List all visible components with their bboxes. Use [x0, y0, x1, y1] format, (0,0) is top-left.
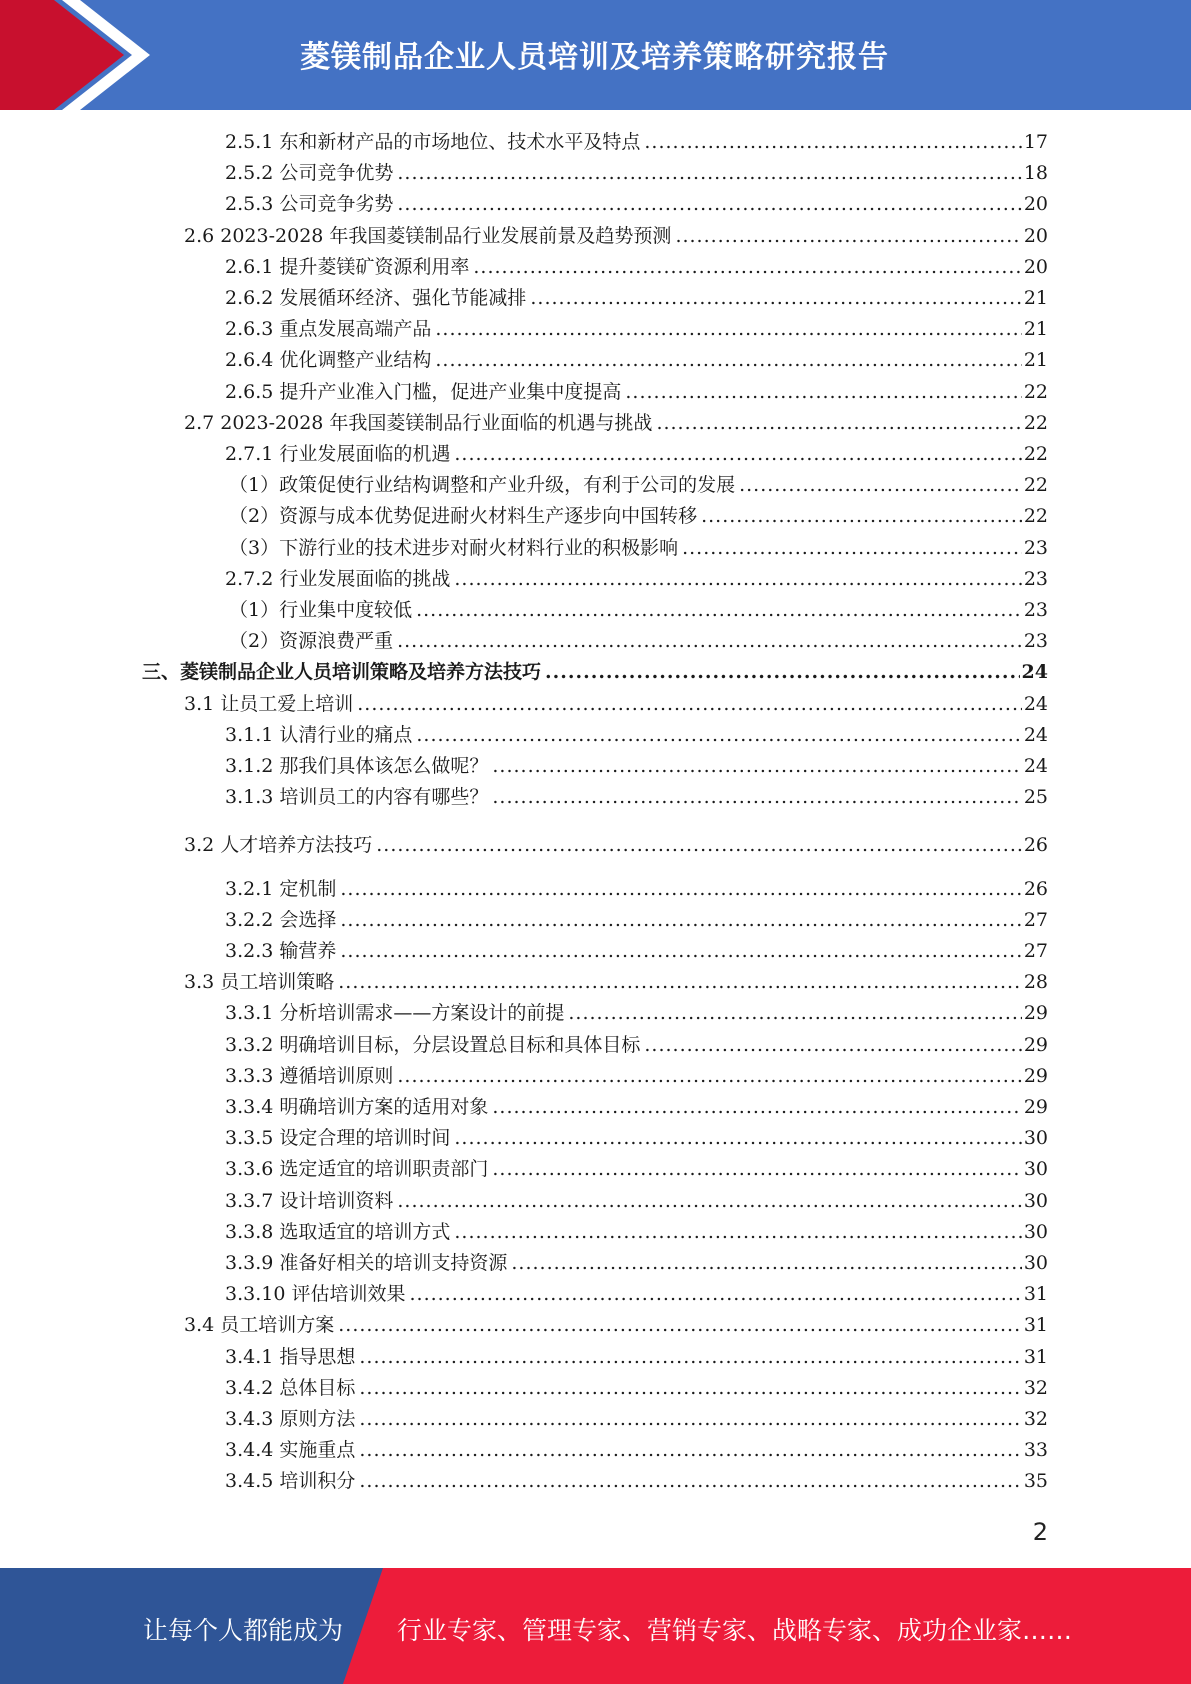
toc-entry[interactable] [225, 283, 1048, 314]
toc-entry-page: 35 [1023, 1470, 1048, 1493]
toc-leader-dots [644, 1030, 1021, 1061]
toc-entry-label: 2.6.1 提升菱镁矿资源利用率 [225, 255, 470, 278]
toc-entry-page: 18 [1023, 162, 1048, 185]
toc-leader-dots [644, 127, 1021, 158]
toc-entry-label: 3.1.2 那我们具体该怎么做呢？ [225, 755, 489, 777]
toc-entry-page: 24 [1023, 723, 1048, 746]
toc-entry-page: 29 [1023, 1064, 1048, 1087]
toc-entry-label: 2.7.1 行业发展面临的机遇 [225, 443, 451, 465]
toc-entry[interactable] [229, 470, 1048, 501]
toc-leader-dots [625, 377, 1021, 408]
toc-leader-dots [454, 439, 1021, 470]
toc-entry[interactable] [225, 189, 1048, 220]
toc-entry-page: 25 [1023, 786, 1048, 809]
toc-entry-label: （1）行业集中度较低 [229, 599, 413, 621]
toc-leader-dots [357, 689, 1022, 720]
toc-leader-dots [409, 1279, 1021, 1310]
toc-entry-label: 2.6 2023-2028 年我国菱镁制品行业发展前景及趋势预测 [184, 224, 672, 247]
toc-entry-label: 3.1 让员工爱上培训 [184, 692, 354, 715]
toc-entry-page: 23 [1023, 536, 1048, 559]
toc-entry[interactable] [225, 564, 1048, 595]
toc-entry-label: （2）资源浪费严重 [229, 630, 394, 653]
toc-entry-label: 3.3 员工培训策略 [184, 971, 335, 994]
toc-leader-dots [397, 158, 1021, 189]
toc-entry[interactable] [225, 1092, 1048, 1123]
toc-entry-page: 27 [1023, 940, 1048, 962]
toc-entry-page: 20 [1023, 255, 1048, 278]
toc-leader-dots [492, 1092, 1021, 1123]
toc-entry-page: 33 [1023, 1439, 1048, 1462]
toc-leader-dots [376, 830, 1022, 861]
toc-leader-dots [473, 252, 1021, 283]
toc-entry-page: 31 [1023, 1314, 1048, 1337]
toc-leader-dots [511, 1248, 1021, 1279]
footer-slogan-left: 让每个人都能成为 [143, 1616, 344, 1645]
toc-entry[interactable] [229, 595, 1048, 626]
toc-entry-label: 2.6.3 重点发展高端产品 [225, 318, 432, 341]
toc-entry-page: 30 [1023, 1158, 1048, 1181]
toc-leader-dots [397, 1186, 1021, 1217]
toc-leader-dots [340, 936, 1021, 967]
toc-entry-page: 32 [1023, 1408, 1048, 1430]
page-footer [0, 1568, 1191, 1684]
toc-entry[interactable] [225, 782, 1048, 813]
toc-leader-dots [359, 1404, 1021, 1435]
toc-leader-dots [454, 564, 1021, 595]
toc-entry-label: 3.4.2 总体目标 [225, 1376, 356, 1399]
toc-entry[interactable] [184, 221, 1048, 252]
toc-entry-label: 3.1.1 认清行业的痛点 [225, 723, 413, 746]
toc-entry[interactable] [225, 1186, 1048, 1217]
toc-entry-label: （1）政策促使行业结构调整和产业升级，有利于公司的发展 [229, 474, 736, 497]
toc-entry-label: 3.4.1 指导思想 [225, 1345, 356, 1368]
toc-entry-label: 三、菱镁制品企业人员培训策略及培养方法技巧 [142, 661, 542, 684]
toc-entry-page: 22 [1023, 474, 1048, 497]
toc-entry[interactable] [229, 501, 1048, 532]
toc-entry-label: 3.2 人才培养方法技巧 [184, 834, 373, 857]
toc-entry[interactable] [225, 1342, 1048, 1373]
toc-leader-dots [338, 967, 1022, 998]
toc-entry[interactable] [225, 1154, 1048, 1185]
toc-entry-page: 21 [1023, 318, 1048, 341]
toc-entry[interactable] [225, 1435, 1048, 1466]
toc-entry[interactable] [229, 533, 1048, 564]
toc-entry[interactable] [225, 314, 1048, 345]
toc-leader-dots [435, 314, 1021, 345]
toc-entry[interactable] [225, 1123, 1048, 1154]
toc-entry-label: 2.6.4 优化调整产业结构 [225, 349, 432, 372]
toc-entry-page: 26 [1023, 834, 1048, 857]
toc-entry-page: 29 [1023, 1096, 1048, 1118]
toc-entry-page: 24 [1023, 755, 1048, 777]
toc-leader-dots [416, 595, 1022, 626]
toc-leader-dots [397, 626, 1022, 657]
toc-entry[interactable] [225, 905, 1048, 936]
toc-entry-page: 21 [1023, 349, 1048, 372]
toc-entry[interactable] [225, 1248, 1048, 1279]
toc-leader-dots [454, 1123, 1021, 1154]
toc-entry[interactable] [225, 751, 1048, 782]
toc-entry[interactable] [184, 689, 1048, 720]
toc-entry-page: 24 [1021, 661, 1048, 684]
toc-entry-label: 3.2.3 输营养 [225, 940, 337, 962]
footer-slogan-right: 行业专家、管理专家、营销专家、战略专家、成功企业家…… [397, 1616, 1073, 1645]
toc-leader-dots [359, 1373, 1021, 1404]
toc-entry-label: 2.5.1 东和新材产品的市场地位、技术水平及特点 [225, 131, 641, 153]
toc-entry-label: 2.5.2 公司竞争优势 [225, 162, 394, 185]
toc-entry-label: 3.2.2 会选择 [225, 908, 337, 931]
toc-entry-page: 30 [1023, 1220, 1048, 1243]
toc-entry[interactable] [184, 830, 1048, 861]
toc-entry[interactable] [225, 1404, 1048, 1435]
toc-entry-label: 3.4.5 培训积分 [225, 1470, 356, 1493]
toc-entry-page: 17 [1023, 131, 1048, 153]
toc-leader-dots [656, 408, 1021, 439]
toc-entry-label: （3）下游行业的技术进步对耐火材料行业的积极影响 [229, 536, 679, 559]
toc-leader-dots [682, 533, 1022, 564]
toc-entry-label: 3.1.3 培训员工的内容有哪些？ [225, 786, 489, 809]
toc-entry-page: 30 [1023, 1127, 1048, 1150]
toc-leader-dots [359, 1342, 1021, 1373]
toc-leader-dots [340, 874, 1021, 905]
toc-entry-label: 3.4.4 实施重点 [225, 1439, 356, 1462]
toc-entry-label: 2.7 2023-2028 年我国菱镁制品行业面临的机遇与挑战 [184, 411, 653, 434]
toc-entry[interactable] [225, 1217, 1048, 1248]
page-number: 2 [1032, 1518, 1048, 1546]
toc-entry-page: 31 [1023, 1345, 1048, 1368]
toc-entry[interactable] [225, 1279, 1048, 1310]
toc-entry-page: 30 [1023, 1189, 1048, 1212]
toc-entry-page: 23 [1023, 567, 1048, 590]
toc-entry-label: 3.4.3 原则方法 [225, 1408, 356, 1430]
toc-entry-page: 29 [1023, 1033, 1048, 1056]
toc-entry-label: 3.3.3 遵循培训原则 [225, 1064, 394, 1087]
toc-entry-label: 3.3.8 选取适宜的培训方式 [225, 1220, 451, 1243]
toc-leader-dots [492, 782, 1021, 813]
toc-leader-dots [530, 283, 1021, 314]
toc-leader-dots [701, 501, 1022, 532]
toc-entry[interactable] [225, 720, 1048, 751]
toc-entry-page: 22 [1023, 380, 1048, 403]
toc-entry[interactable] [184, 967, 1048, 998]
toc-entry-page: 29 [1023, 1002, 1048, 1025]
toc-entry-label: 2.6.5 提升产业准入门槛，促进产业集中度提高 [225, 380, 622, 403]
toc-entry-label: 3.3.9 准备好相关的培训支持资源 [225, 1252, 508, 1274]
toc-entry-label: （2）资源与成本优势促进耐火材料生产逐步向中国转移 [229, 505, 698, 528]
toc-entry-page: 31 [1023, 1283, 1048, 1306]
toc-entry[interactable] [225, 874, 1048, 905]
toc-entry-label: 3.2.1 定机制 [225, 877, 337, 900]
toc-entry-page: 30 [1023, 1252, 1048, 1274]
toc-entry-page: 26 [1023, 877, 1048, 900]
toc-entry-page: 22 [1023, 411, 1048, 434]
toc-entry[interactable] [184, 408, 1048, 439]
toc-entry-page: 28 [1023, 971, 1048, 994]
toc-entry-label: 3.3.5 设定合理的培训时间 [225, 1127, 451, 1150]
toc-leader-dots [492, 751, 1021, 782]
toc-entry-page: 24 [1023, 692, 1048, 715]
toc-entry-label: 3.3.4 明确培训方案的适用对象 [225, 1096, 489, 1118]
toc-entry[interactable] [225, 1061, 1048, 1092]
toc-entry-page: 21 [1023, 287, 1048, 309]
toc-entry-label: 3.3.7 设计培训资料 [225, 1189, 394, 1212]
page-header [0, 0, 1191, 110]
toc-entry-page: 23 [1023, 630, 1048, 653]
toc-leader-dots [340, 905, 1021, 936]
toc-entry-page: 27 [1023, 908, 1048, 931]
toc-entry[interactable] [225, 158, 1048, 189]
toc-entry-label: 3.4 员工培训方案 [184, 1314, 335, 1337]
toc-leader-dots [435, 345, 1021, 376]
toc-entry[interactable] [225, 936, 1048, 967]
toc-entry-page: 20 [1023, 193, 1048, 216]
toc-leader-dots [739, 470, 1022, 501]
toc-entry[interactable] [142, 657, 1048, 688]
toc-leader-dots [359, 1466, 1021, 1497]
toc-entry[interactable] [229, 626, 1048, 657]
toc-leader-dots [416, 720, 1021, 751]
toc-leader-dots [568, 998, 1021, 1029]
toc-entry[interactable] [225, 345, 1048, 376]
toc-leader-dots [397, 189, 1021, 220]
toc-leader-dots [545, 657, 1020, 688]
toc-entry-page: 32 [1023, 1376, 1048, 1399]
toc-entry-label: 3.3.2 明确培训目标，分层设置总目标和具体目标 [225, 1033, 641, 1056]
toc-entry[interactable] [225, 1030, 1048, 1061]
toc-entry-label: 2.7.2 行业发展面临的挑战 [225, 567, 451, 590]
toc-leader-dots [359, 1435, 1021, 1466]
toc-entry[interactable] [225, 127, 1048, 158]
toc-leader-dots [397, 1061, 1021, 1092]
toc-entry[interactable] [225, 998, 1048, 1029]
toc-entry-page: 22 [1023, 443, 1048, 465]
toc-leader-dots [338, 1310, 1022, 1341]
toc-entry-label: 3.3.10 评估培训效果 [225, 1283, 406, 1306]
toc-entry-label: 3.3.6 选定适宜的培训职责部门 [225, 1158, 489, 1181]
toc-entry-label: 3.3.1 分析培训需求——方案设计的前提 [225, 1002, 565, 1025]
toc-entry[interactable] [225, 1466, 1048, 1497]
toc-leader-dots [675, 221, 1021, 252]
toc-entry-page: 20 [1023, 224, 1048, 247]
toc-entry[interactable] [225, 439, 1048, 470]
header-chevron-decoration [0, 0, 170, 110]
toc-entry[interactable] [184, 1310, 1048, 1341]
toc-entry[interactable] [225, 1373, 1048, 1404]
toc-leader-dots [454, 1217, 1021, 1248]
toc-entry-label: 2.5.3 公司竞争劣势 [225, 193, 394, 216]
toc-entry-label: 2.6.2 发展循环经济、强化节能减排 [225, 287, 527, 309]
toc-entry-page: 22 [1023, 505, 1048, 528]
toc-entry-page: 23 [1023, 599, 1048, 621]
toc-entry[interactable] [225, 377, 1048, 408]
report-title: 菱镁制品企业人员培训及培养策略研究报告 [300, 40, 889, 75]
toc-entry[interactable] [225, 252, 1048, 283]
toc-leader-dots [492, 1154, 1021, 1185]
